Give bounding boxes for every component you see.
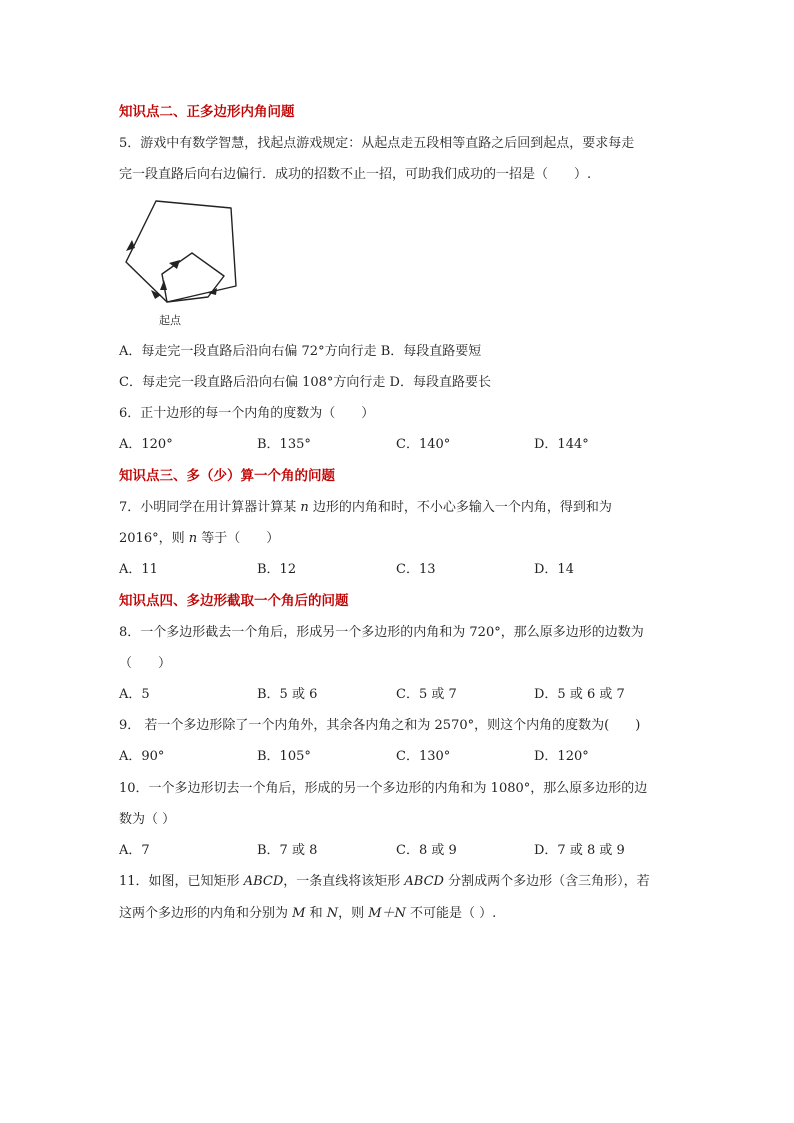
q7-var-n: n [300, 500, 309, 515]
outer-pentagon-path [126, 201, 236, 302]
q7-text-d: 等于（ ） [197, 531, 280, 546]
q10-option-c: C．8 或 9 [396, 843, 457, 858]
q10-option-d: D．7 或 8 或 9 [534, 843, 625, 858]
q8-stem-line1: 8．一个多边形截去一个角后，形成另一个多边形的内角和为 720°，那么原多边形的边数为 [119, 625, 644, 640]
q11-stem-line2 [119, 905, 496, 923]
q11-text-f: ，则 [338, 906, 369, 921]
q9-option-a: A．90° [119, 749, 165, 764]
q7-option-d: D．14 [534, 562, 574, 577]
q8-option-c: C．5 或 7 [396, 687, 457, 702]
q5-option-a-b: A．每走完一段直路后沿向右偏 72°方向行走 B．每段直路要短 [119, 344, 482, 359]
q6-option-a: A．120° [119, 437, 173, 452]
section-heading-4: 知识点四、多边形截取一个角后的问题 [119, 593, 349, 609]
q7-text-b: 边形的内角和时，不小心多输入一个内角，得到和为 [308, 500, 612, 515]
q11-rect-name: ABCD [243, 874, 284, 889]
q7-var-n-2: n [188, 531, 198, 546]
q8-option-d: D．5 或 6 或 7 [534, 687, 625, 702]
section-heading-3: 知识点三、多（少）算一个角的问题 [119, 468, 335, 484]
q7-text-c: 2016°，则 [119, 531, 189, 546]
q11-text-g: 不可能是（ ）. [405, 906, 497, 921]
q5-stem-line2: 完一段直路后向右边偏行．成功的招数不止一招，可助我们成功的一招是（ ）. [119, 167, 592, 182]
q6-stem: 6．正十边形的每一个内角的度数为（ ） [119, 406, 375, 421]
q10-option-b: B．7 或 8 [257, 843, 318, 858]
q11-sum-expr: M＋N [368, 906, 406, 921]
q11-text-a: 11．如图，已知矩形 [119, 874, 244, 889]
arrow-inner-up-icon [160, 280, 167, 290]
q7-option-a: A．11 [119, 562, 158, 577]
q5-option-c-d: C．每走完一段直路后沿向右偏 108°方向行走 D．每段直路要长 [119, 375, 491, 390]
q7-stem-line1 [119, 499, 612, 517]
q8-option-a: A．5 [119, 687, 150, 702]
q11-text-b: ，一条直线将该矩形 [283, 874, 405, 889]
q11-text-c: 分割成两个多边形（含三角形），若 [443, 874, 650, 889]
q11-rect-name-2: ABCD [404, 874, 444, 889]
start-point-label: 起点 [159, 314, 181, 327]
q10-option-a: A．7 [119, 843, 150, 858]
q5-stem-line1: 5．游戏中有数学智慧，找起点游戏规定：从起点走五段相等直路之后回到起点，要求每走 [119, 136, 635, 151]
q7-text-a: 7．小明同学在用计算器计算某 [119, 500, 301, 515]
q9-option-b: B．105° [257, 749, 311, 764]
q11-text-e: 和 [305, 906, 327, 921]
q8-option-b: B．5 或 6 [257, 687, 318, 702]
q11-var-n: N [326, 906, 339, 921]
q8-stem-line2: （ ） [119, 656, 172, 671]
q9-option-d: D．120° [534, 749, 589, 764]
q7-stem-line2 [119, 530, 279, 548]
q6-option-b: B．135° [257, 437, 311, 452]
q9-option-c: C．130° [396, 749, 451, 764]
q7-option-c: C．13 [396, 562, 436, 577]
q7-option-b: B．12 [257, 562, 297, 577]
q6-option-d: D．144° [534, 437, 589, 452]
arrow-outer-up-icon [126, 240, 135, 251]
q9-stem: 9． 若一个多边形除了一个内角外，其余各内角之和为 2570°，则这个内角的度数为( ) [119, 718, 641, 733]
q10-stem-line2: 数为（ ） [119, 812, 176, 827]
q10-stem-line1: 10．一个多边形切去一个角后，形成的另一个多边形的内角和为 1080°，那么原多边形的边 [119, 781, 648, 796]
section-heading-2: 知识点二、正多边形内角问题 [119, 104, 295, 120]
q11-var-m: M [292, 906, 306, 921]
q11-text-d: 这两个多边形的内角和分别为 [119, 906, 293, 921]
q11-stem-line1 [119, 873, 650, 891]
q5-walking-path-figure [119, 196, 244, 331]
q6-option-c: C．140° [396, 437, 451, 452]
